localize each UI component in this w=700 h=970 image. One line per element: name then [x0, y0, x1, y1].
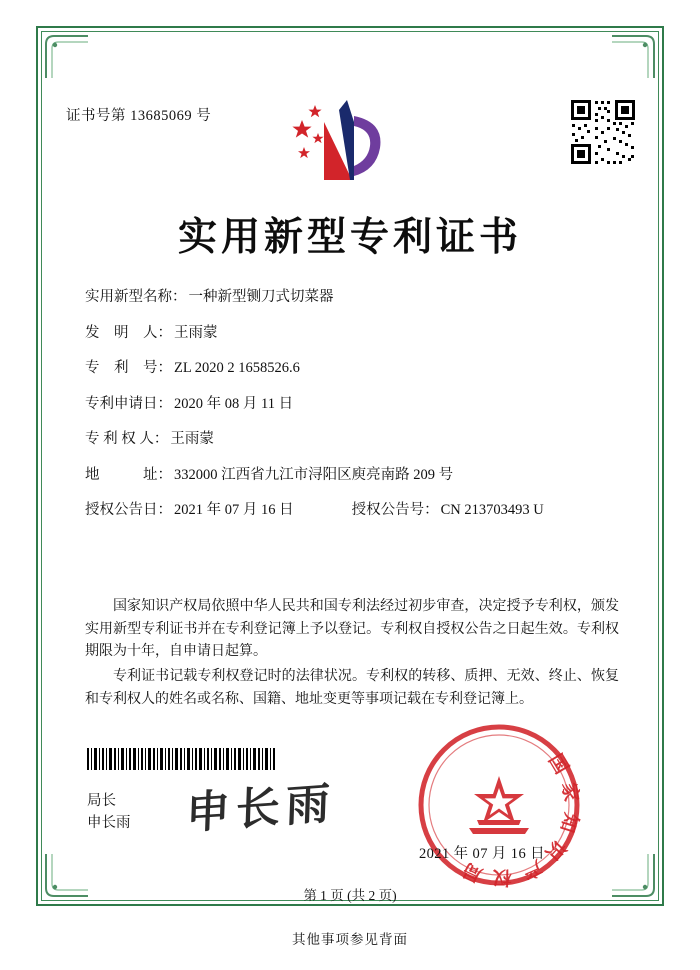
field-row-grant	[85, 503, 625, 518]
label-address: 地 址：	[85, 466, 172, 483]
certificate-number: 证书号第 13685069 号	[66, 108, 212, 124]
official-seal	[408, 714, 590, 896]
barcode	[87, 748, 277, 770]
value-address: 332000 江西省九江市浔阳区庾亮南路 209 号	[174, 466, 454, 483]
label-application-date: 专利申请日：	[85, 395, 172, 412]
page-title: 实用新型专利证书	[177, 214, 522, 260]
legal-paragraph-1: 国家知识产权局依照中华人民共和国专利法经过初步审查，决定授予专利权，颁发实用新型专利证书并在专利登记簿上予以登记。专利权自授权公告之日起生效。专利权期限为十年，自申请日起算。	[85, 599, 619, 660]
value-utility-model-name: 一种新型铡刀式切菜器	[188, 289, 334, 305]
field-row-patent-number	[85, 361, 625, 376]
label-grant-date: 授权公告日：	[85, 502, 172, 518]
field-row-application-date	[85, 397, 625, 412]
label-utility-model-name: 实用新型名称：	[85, 289, 187, 305]
director-name: 申长雨	[87, 815, 131, 832]
value-patent-number: ZL 2020 2 1658526.6	[174, 360, 300, 376]
value-patentee: 王雨蒙	[170, 431, 214, 447]
fields-list	[85, 290, 625, 539]
legal-text	[85, 596, 619, 713]
label-grant-number: 授权公告号：	[351, 502, 439, 518]
legal-paragraph-2: 专利证书记载专利权登记时的法律状况。专利权的转移、质押、无效、终止、恢复和专利权人的姓名或名称、国籍、地址变更等事项记载在专利登记簿上。	[85, 669, 619, 707]
value-grant-date: 2021 年 07 月 16 日	[174, 502, 294, 518]
value-inventor: 王雨蒙	[174, 324, 218, 341]
value-grant-number: CN 213703493 U	[440, 502, 544, 518]
value-application-date: 2020 年 08 月 11 日	[174, 395, 294, 412]
seal-date: 2021 年 07 月 16 日	[419, 846, 546, 862]
label-inventor: 发 明 人：	[85, 324, 172, 341]
label-patent-number: 专 利 号：	[85, 360, 172, 376]
cnipa-logo-icon	[288, 92, 398, 182]
label-patentee: 专 利 权 人：	[85, 431, 169, 447]
field-row-address	[85, 468, 625, 483]
handwritten-signature: 申长雨	[185, 777, 337, 840]
director-label: 局长	[87, 793, 116, 809]
corner-ornament-icon	[44, 34, 90, 80]
page-number: 第 1 页 (共 2 页)	[303, 888, 397, 903]
qr-code	[569, 98, 637, 166]
field-row-patentee	[85, 432, 625, 447]
director-signature-block	[87, 790, 131, 835]
corner-ornament-icon	[610, 34, 656, 80]
svg-text:国家知识产权局: 国家知识产权局	[451, 750, 584, 889]
field-row-name	[85, 290, 625, 305]
field-row-inventor	[85, 326, 625, 341]
footer-note: 其他事项参见背面	[292, 932, 408, 947]
